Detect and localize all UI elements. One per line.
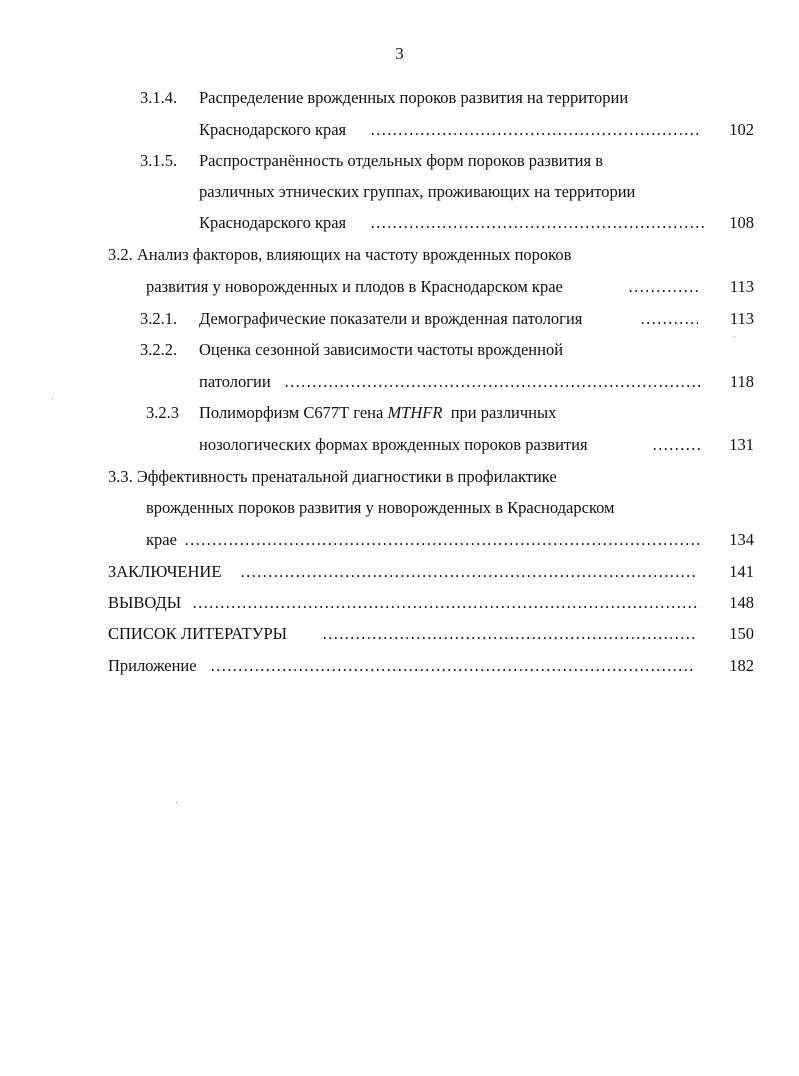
toc-entry-findings: ВЫВОДЫ [108,593,182,612]
toc-entry-3-2-2-number: 3.2.2. [140,340,178,359]
toc-entry-3-1-4-title-cont: Краснодарского края [199,120,347,139]
toc-entry-3-1-5-number: 3.1.5. [140,151,178,170]
toc-page-appendix: 182 [729,656,754,675]
toc-leader-3-3 [184,528,700,552]
toc-entry-3-3-title-cont2: крае [146,530,177,549]
toc-entry-3-1-5-title: Распространённость отдельных форм пороков развития в [199,151,604,170]
toc-page-3-2-3: 131 [729,435,754,454]
toc-entry-3-2-1-title: Демографические показатели и врожденная патология [199,309,583,328]
toc-entry-3-2-3-title [199,401,556,425]
toc-entry-3-2-3-title-part-a: Полиморфизм С677Т гена [199,403,388,422]
toc-leader-findings [192,591,700,615]
toc-page-findings: 148 [729,593,754,612]
toc-leader-3-1-5 [370,211,704,235]
toc-entry-appendix: Приложение [108,656,197,675]
toc-leader-3-1-4 [370,118,700,142]
toc-entry-3-2-2-title: Оценка сезонной зависимости частоты врожденной [199,340,564,359]
toc-page-3-2-1: 113 [729,309,754,328]
scan-speck [52,398,53,399]
toc-page-conclusion: 141 [729,562,754,581]
toc-entry-3-2-3-title-cont: нозологических формах врожденных пороков развития [199,435,588,454]
toc-leader-conclusion [240,560,698,584]
scan-speck [734,336,735,337]
toc-page-3-3: 134 [729,530,754,549]
toc-page-3-2: 113 [729,277,754,296]
toc-entry-3-2-2-title-cont: патологии [199,372,271,391]
toc-leader-references [322,622,696,646]
toc-leader-3-2-1 [640,307,698,331]
toc-entry-references: СПИСОК ЛИТЕРАТУРЫ [108,624,288,643]
gene-name: MTHFR [387,403,443,422]
toc-leader-3-2-3 [652,433,702,457]
toc-entry-3-2-title: 3.2. Анализ факторов, влияющих на частоту врожденных пороков [108,245,572,264]
toc-entry-3-1-4-title: Распределение врожденных пороков развития на территории [199,88,629,107]
toc-entry-3-1-5-title-cont: различных этнических группах, проживающих на территории [199,182,636,201]
toc-leader-3-2-2 [284,370,700,394]
toc-entry-3-3-title: 3.3. Эффективность пренатальной диагностики в профилактике [108,467,557,486]
toc-entry-3-2-3-title-part-b: при различных [442,403,557,422]
toc-entry-conclusion: ЗАКЛЮЧЕНИЕ [108,562,222,581]
toc-entry-3-3-title-cont: врожденных пороков развития у новорожденных в Краснодарском [146,498,615,517]
toc-page-3-1-5: 108 [729,213,754,232]
toc-page-references: 150 [729,624,754,643]
toc-entry-3-2-1-number: 3.2.1. [140,309,178,328]
toc-page-3-2-2: 118 [729,372,754,391]
toc-page-3-1-4: 102 [729,120,754,139]
toc-leader-3-2 [628,275,698,299]
page-number: 3 [395,44,404,63]
toc-entry-3-1-5-title-cont2: Краснодарского края [199,213,347,232]
toc-entry-3-2-3-number: 3.2.3 [146,403,179,422]
toc-entry-3-1-4-number: 3.1.4. [140,88,178,107]
toc-entry-3-2-title-cont: развития у новорожденных и плодов в Краснодарском крае [146,277,563,296]
toc-leader-appendix [210,654,694,678]
scan-speck [176,802,177,803]
